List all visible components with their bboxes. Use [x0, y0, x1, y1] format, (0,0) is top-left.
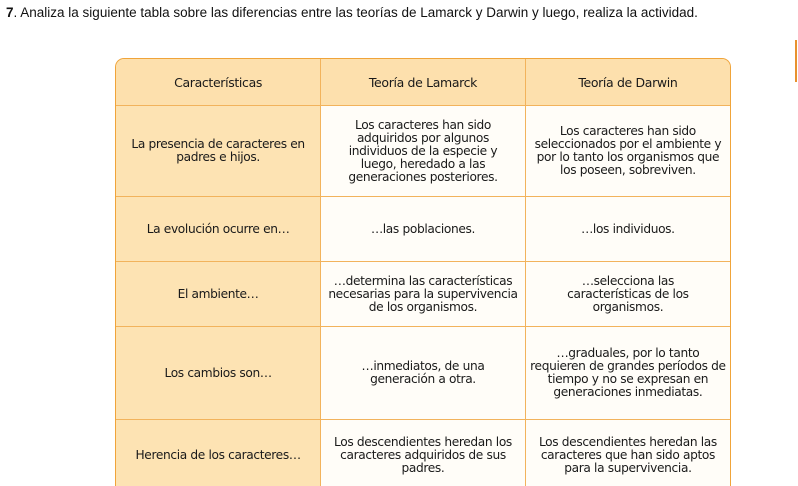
darwin-cell: …los individuos. [525, 197, 730, 262]
lamarck-cell: Los caracteres han sido adquiridos por algunos individuos de la especie y luego, heredado a las generaciones posteriores. [321, 106, 526, 197]
table-header-row [116, 59, 730, 106]
table-row [116, 106, 730, 197]
darwin-cell: Los descendientes heredan las caracteres que han sido aptos para la supervivencia. [525, 420, 730, 486]
feature-cell: El ambiente… [116, 262, 321, 327]
table-row [116, 327, 730, 420]
lamarck-cell: …las poblaciones. [321, 197, 526, 262]
header-lamarck: Teoría de Lamarck [321, 59, 526, 106]
feature-cell: La presencia de caracteres en padres e hijos. [116, 106, 321, 197]
lamarck-cell: …determina las características necesarias para la supervivencia de los organismos. [321, 262, 526, 327]
darwin-cell: …selecciona las características de los organismos. [525, 262, 730, 327]
feature-cell: La evolución ocurre en… [116, 197, 321, 262]
header-caracteristicas: Características [116, 59, 321, 106]
table-row [116, 420, 730, 486]
header-darwin: Teoría de Darwin [525, 59, 730, 106]
question-prompt [6, 4, 796, 22]
comparison-table [116, 59, 730, 486]
feature-cell: Herencia de los caracteres… [116, 420, 321, 486]
darwin-cell: Los caracteres han sido seleccionados por el ambiente y por lo tanto los organismos que los poseen, sobreviven. [525, 106, 730, 197]
question-number: 7 [6, 5, 14, 20]
lamarck-cell: …inmediatos, de una generación a otra. [321, 327, 526, 420]
table-row [116, 262, 730, 327]
question-text: . Analiza la siguiente tabla sobre las diferencias entre las teorías de Lamarck y Darwin y luego, realiza la actividad. [13, 5, 698, 20]
comparison-table-container [115, 58, 731, 486]
lamarck-cell: Los descendientes heredan los caracteres adquiridos de sus padres. [321, 420, 526, 486]
darwin-cell: …graduales, por lo tanto requieren de grandes períodos de tiempo y no se expresan en generaciones inmediatas. [525, 327, 730, 420]
feature-cell: Los cambios son… [116, 327, 321, 420]
page-edge-accent [795, 40, 797, 82]
table-row [116, 197, 730, 262]
